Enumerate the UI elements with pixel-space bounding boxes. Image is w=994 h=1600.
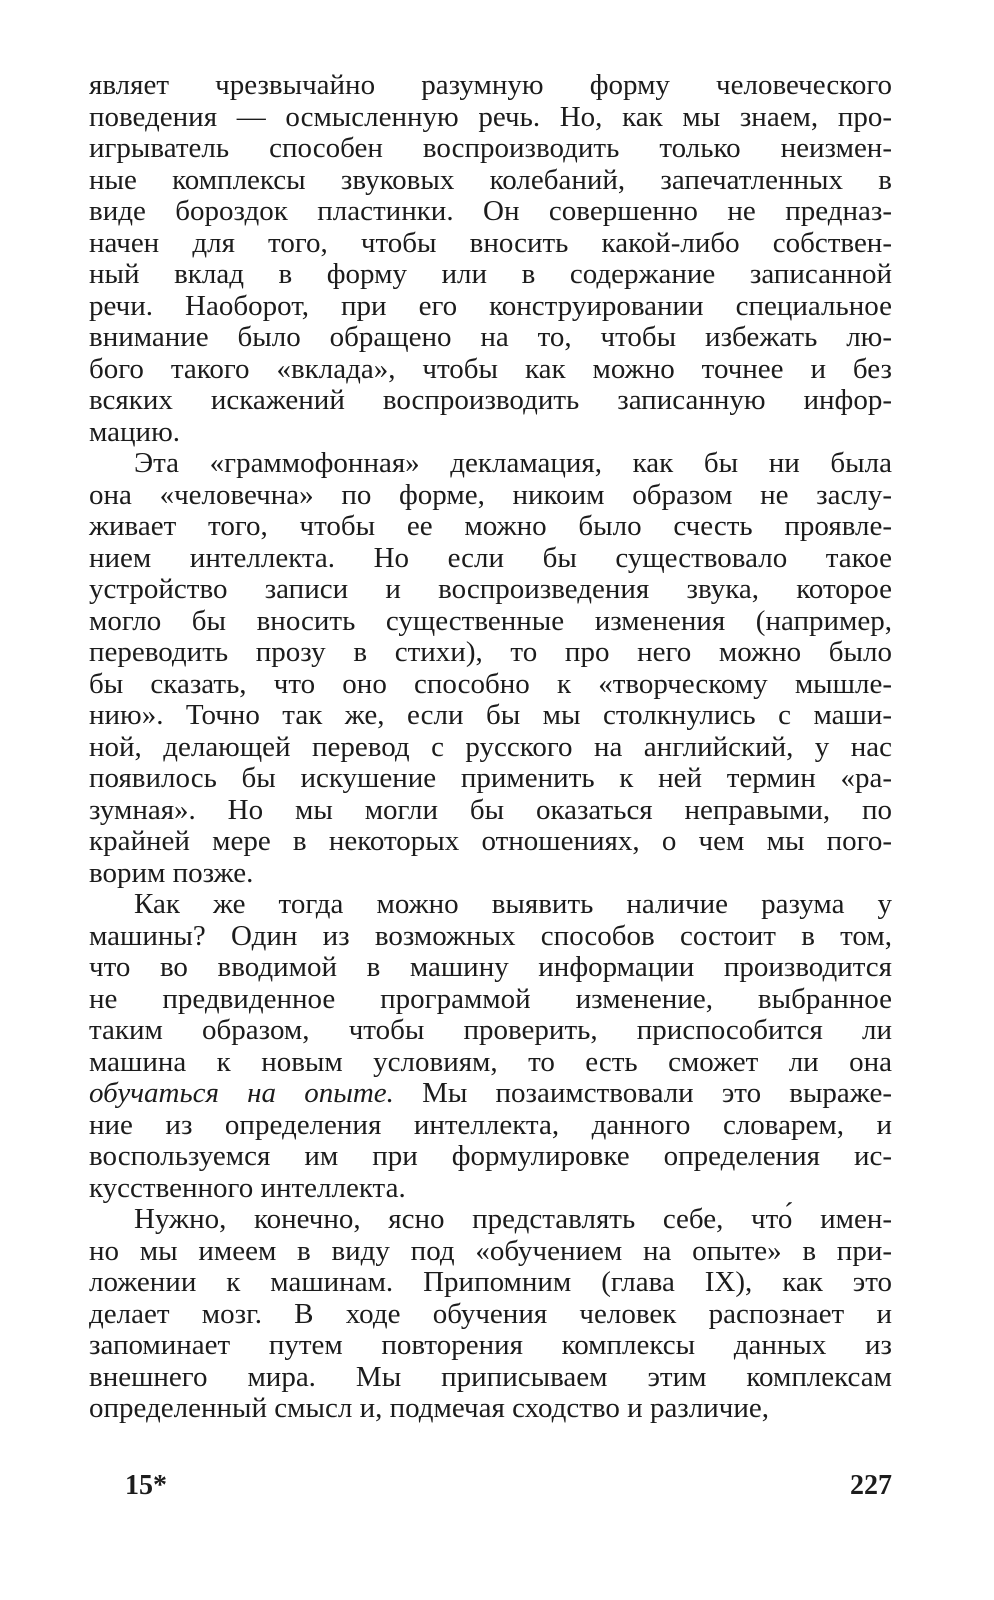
text-line: кусственного интеллекта. <box>89 1171 406 1204</box>
text-line: но мы имеем в виду под «обучением на опыте» в при- <box>89 1234 892 1267</box>
text-line: обучаться на опыте. Мы позаимствовали это выраже- <box>89 1077 892 1109</box>
printer-signature-mark: 15* <box>125 1470 167 1501</box>
text-line: являет чрезвычайно разумную форму человеческого <box>89 69 892 101</box>
text-line: внимание было обращено на то, чтобы избежать лю- <box>89 321 892 353</box>
emphasized-phrase: обучаться на опыте. <box>89 1077 394 1109</box>
text-line: она «человечна» по форме, никоим образом не заслу- <box>89 478 892 511</box>
text-line: воспользуемся им при формулировке определения ис- <box>89 1140 892 1172</box>
text-line: ные комплексы звуковых колебаний, запечатленных в <box>89 163 892 196</box>
paragraph <box>89 448 892 889</box>
text-line: машины? Один из возможных способов состоит в том, <box>89 919 892 952</box>
text-line: речи. Наоборот, при его конструировании специальное <box>89 289 892 322</box>
text-line: крайней мере в некоторых отношениях, о чем мы пого- <box>89 825 892 857</box>
text-line: живает того, чтобы ее можно было счесть проявле- <box>89 510 892 542</box>
text-line: ной, делающей перевод с русского на английский, у нас <box>89 730 892 763</box>
paragraph <box>89 1204 892 1425</box>
text-line: зумная». Но мы могли бы оказаться неправыми, по <box>89 793 892 826</box>
text-line: не предвиденное программой изменение, выбранное <box>89 982 892 1015</box>
text-line: нию». Точно так же, если бы мы столкнулись с маши- <box>89 699 892 731</box>
text-line: определенный смысл и, подмечая сходство и различие, <box>89 1392 769 1424</box>
text-line: ние из определения интеллекта, данного словарем, и <box>89 1108 892 1141</box>
paragraph <box>89 889 892 1204</box>
text-line: внешнего мира. Мы приписываем этим комплексам <box>89 1360 892 1393</box>
page-footer <box>89 1470 892 1510</box>
text-line: Эта «граммофонная» декламация, как бы ни была <box>134 447 892 479</box>
text-line: устройство записи и воспроизведения звука, которое <box>89 573 892 605</box>
text-line: Как же тогда можно выявить наличие разума у <box>134 888 892 920</box>
text-line: что во вводимой в машину информации производится <box>89 951 892 983</box>
text-line: нием интеллекта. Но если бы существовало такое <box>89 541 892 574</box>
text-line: ворим позже. <box>89 856 254 889</box>
text-line: таким образом, чтобы проверить, приспособится ли <box>89 1014 892 1046</box>
text-line: начен для того, чтобы вносить какой-либо собствен- <box>89 226 892 259</box>
text-line: запоминает путем повторения комплексы данных из <box>89 1329 892 1361</box>
text-line: могло бы вносить существенные изменения (например, <box>89 604 892 637</box>
page-number: 227 <box>850 1470 892 1501</box>
text-line: делает мозг. В ходе обучения человек распознает и <box>89 1297 892 1330</box>
text-line: бы сказать, что оно способно к «творческому мышле- <box>89 667 892 700</box>
text-line: поведения — осмысленную речь. Но, как мы знаем, про- <box>89 100 892 133</box>
text-line: ложении к машинам. Припомним (глава IX), как это <box>89 1266 892 1298</box>
text-line: бого такого «вклада», чтобы как можно точнее и без <box>89 352 892 385</box>
text-line: всяких искажений воспроизводить записанную инфор- <box>89 384 892 416</box>
text-line: мацию. <box>89 415 180 448</box>
text-line: ный вклад в форму или в содержание записанной <box>89 258 892 290</box>
text-line: Нужно, конечно, ясно представлять себе, что́ имен- <box>134 1203 892 1235</box>
text-line: появилось бы искушение применить к ней термин «ра- <box>89 762 892 794</box>
page-body <box>89 70 892 1425</box>
paragraph <box>89 70 892 448</box>
text-line: виде бороздок пластинки. Он совершенно не предназ- <box>89 195 892 227</box>
text-line: машина к новым условиям, то есть сможет ли она <box>89 1045 892 1078</box>
text-line: переводить прозу в стихи), то про него можно было <box>89 636 892 668</box>
text-line: игрыватель способен воспроизводить только неизмен- <box>89 132 892 164</box>
